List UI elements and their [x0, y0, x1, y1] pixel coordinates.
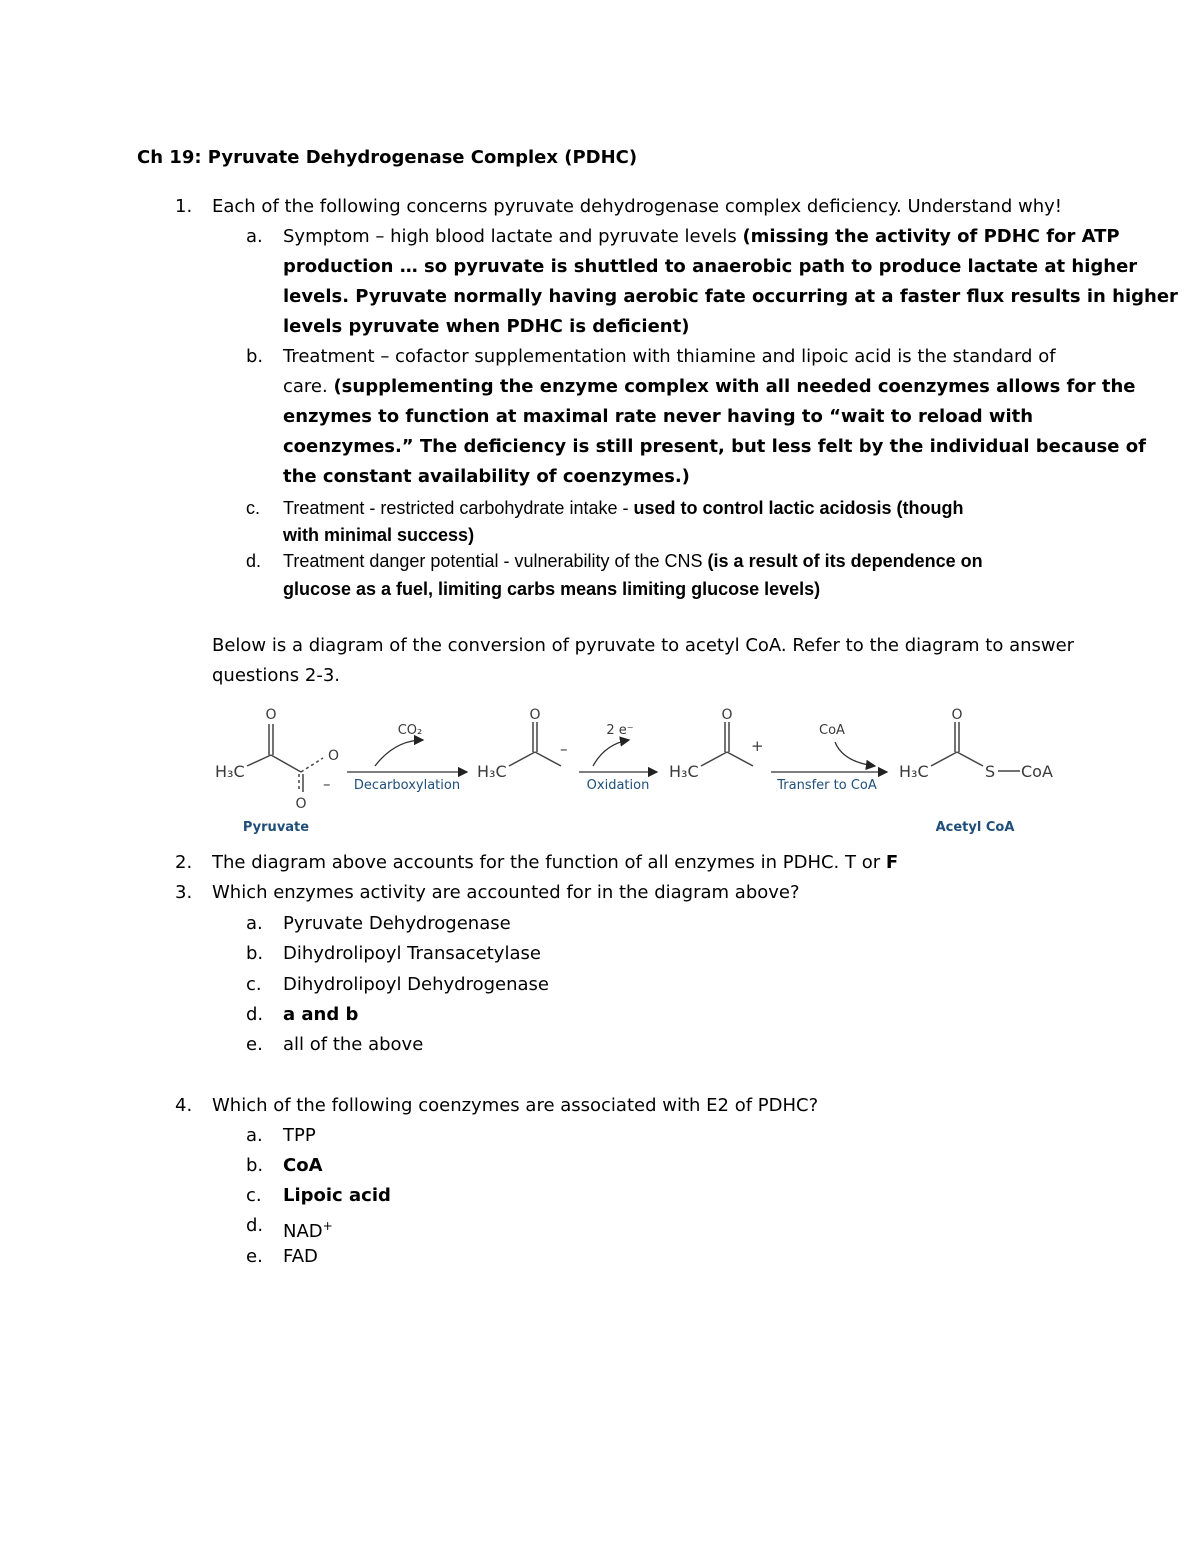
- item-letter: d.: [246, 551, 262, 571]
- option-text: a and b: [283, 1004, 359, 1025]
- bond: [727, 752, 753, 766]
- curved-arrow: [375, 740, 423, 766]
- bond: [271, 755, 301, 772]
- question-number: 2.: [175, 852, 193, 873]
- option-text: TPP: [283, 1125, 316, 1146]
- methyl-label: H₃C: [669, 762, 699, 781]
- acetyl-coa-label: Acetyl CoA: [935, 820, 1015, 835]
- item-text: Symptom – high blood lactate and pyruvate levels: [283, 226, 743, 247]
- question-text: The diagram above accounts for the function of all enzymes in PDHC. T or: [212, 852, 886, 873]
- methyl-label: H₃C: [215, 762, 245, 781]
- option-letter: e.: [246, 1246, 263, 1267]
- option-text: NAD: [283, 1221, 323, 1242]
- item-text: Treatment - restricted carbohydrate intake -: [283, 498, 634, 518]
- item-answer: the constant availability of coenzymes.): [283, 466, 690, 487]
- pyruvate-label: Pyruvate: [242, 820, 310, 835]
- option-letter: a.: [246, 913, 263, 934]
- bond: [701, 752, 727, 766]
- option-text: Dihydrolipoyl Dehydrogenase: [283, 974, 550, 995]
- option-letter: e.: [246, 1034, 263, 1055]
- option-letter: d.: [246, 1215, 264, 1236]
- methyl-label: H₃C: [899, 762, 929, 781]
- bond: [957, 752, 983, 766]
- page-title: Ch 19: Pyruvate Dehydrogenase Complex (PDHC): [137, 147, 638, 168]
- item-text: Treatment danger potential - vulnerability of the CNS: [283, 551, 708, 571]
- intro-text: questions 2-3.: [212, 665, 340, 686]
- item-answer: production … so pyruvate is shuttled to anaerobic path to produce lactate at higher: [283, 256, 1138, 277]
- option-letter: c.: [246, 1185, 262, 1206]
- item-text: Treatment – cofactor supplementation with thiamine and lipoic acid is the standard of: [283, 346, 1056, 367]
- item-answer: used to control lactic acidosis (though: [633, 498, 964, 518]
- oxygen-label: O: [951, 707, 963, 723]
- curved-arrow: [593, 740, 629, 766]
- option-text: Lipoic acid: [283, 1185, 391, 1206]
- methyl-label: H₃C: [477, 762, 507, 781]
- item-answer: coenzymes.” The deficiency is still present, but less felt by the individual because of: [283, 436, 1146, 457]
- option-text: Dihydrolipoyl Transacetylase: [283, 943, 541, 964]
- question-text: Which enzymes activity are accounted for in the diagram above?: [212, 882, 800, 903]
- coa-label: CoA: [1021, 762, 1053, 781]
- question-answer: F: [885, 852, 899, 873]
- item-answer: levels. Pyruvate normally having aerobic fate occurring at a faster flux results in higher: [283, 286, 1178, 307]
- item-letter: c.: [246, 498, 261, 518]
- electrons-label: 2 e⁻: [606, 723, 634, 738]
- option-letter: d.: [246, 1004, 264, 1025]
- item-answer: with minimal success): [283, 525, 475, 545]
- option-letter: c.: [246, 974, 262, 995]
- option-letter: a.: [246, 1125, 263, 1146]
- sulfur-label: S: [985, 762, 996, 781]
- question-number: 4.: [175, 1095, 193, 1116]
- oxygen-label: O: [328, 748, 340, 764]
- bond: [509, 752, 535, 766]
- item-text: care.: [283, 376, 334, 397]
- option-letter: b.: [246, 1155, 264, 1176]
- item-answer: (missing the activity of PDHC for ATP: [742, 226, 1120, 247]
- item-letter: a.: [246, 226, 263, 247]
- reaction-diagram: [195, 700, 1065, 842]
- question-number: 1.: [175, 196, 193, 217]
- option-text: all of the above: [283, 1034, 424, 1055]
- charge-label: –: [560, 740, 568, 758]
- charge-label: +: [751, 737, 764, 755]
- curved-arrow: [835, 742, 875, 766]
- bond: [301, 758, 323, 772]
- bond: [535, 752, 561, 766]
- item-answer: enzymes to function at maximal rate never having to “wait to reload with: [283, 406, 1034, 427]
- oxygen-label: O: [529, 707, 541, 723]
- step-label: Oxidation: [586, 778, 650, 793]
- option-text: FAD: [283, 1246, 318, 1267]
- option-text: Pyruvate Dehydrogenase: [283, 913, 511, 934]
- bond: [931, 752, 957, 766]
- item-answer: (is a result of its dependence on: [707, 551, 983, 571]
- coa-input-label: CoA: [819, 723, 845, 738]
- charge-label: –: [323, 775, 331, 793]
- oxygen-label: O: [721, 707, 733, 723]
- item-answer: levels pyruvate when PDHC is deficient): [283, 316, 690, 337]
- item-letter: b.: [246, 346, 264, 367]
- option-letter: b.: [246, 943, 264, 964]
- co2-label: CO₂: [397, 723, 423, 738]
- bond: [247, 755, 271, 766]
- oxygen-label: O: [295, 796, 307, 812]
- question-text: Each of the following concerns pyruvate dehydrogenase complex deficiency. Understand why!: [212, 196, 1062, 217]
- oxygen-label: O: [265, 707, 277, 723]
- option-text: CoA: [283, 1155, 323, 1176]
- question-text: Which of the following coenzymes are associated with E2 of PDHC?: [212, 1095, 819, 1116]
- intro-text: Below is a diagram of the conversion of pyruvate to acetyl CoA. Refer to the diagram to answer: [212, 635, 1075, 656]
- item-answer: (supplementing the enzyme complex with all needed coenzymes allows for the: [333, 376, 1136, 397]
- superscript: +: [322, 1219, 333, 1233]
- question-number: 3.: [175, 882, 193, 903]
- step-label: Transfer to CoA: [777, 778, 877, 793]
- step-label: Decarboxylation: [353, 778, 461, 793]
- item-answer: glucose as a fuel, limiting carbs means limiting glucose levels): [283, 579, 821, 599]
